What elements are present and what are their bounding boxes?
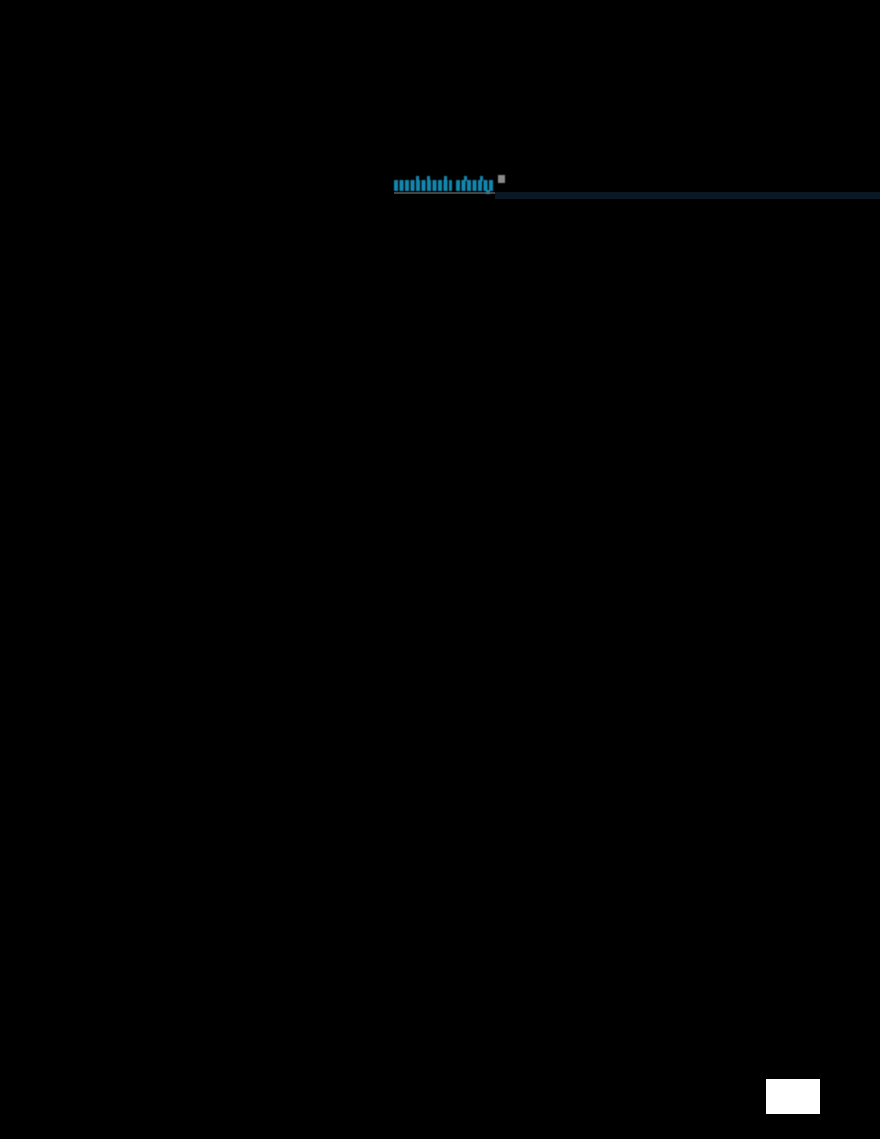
- trademark-icon: [498, 175, 505, 183]
- header-brand-lockup: [394, 174, 880, 200]
- header-rule: [495, 192, 880, 199]
- brand-logo-word-1: [394, 180, 452, 191]
- brand-logo-word-2: [456, 180, 494, 191]
- brand-logo-wordmark: [394, 176, 496, 191]
- logo-underline: [394, 192, 500, 194]
- footer-white-box: [766, 1079, 820, 1114]
